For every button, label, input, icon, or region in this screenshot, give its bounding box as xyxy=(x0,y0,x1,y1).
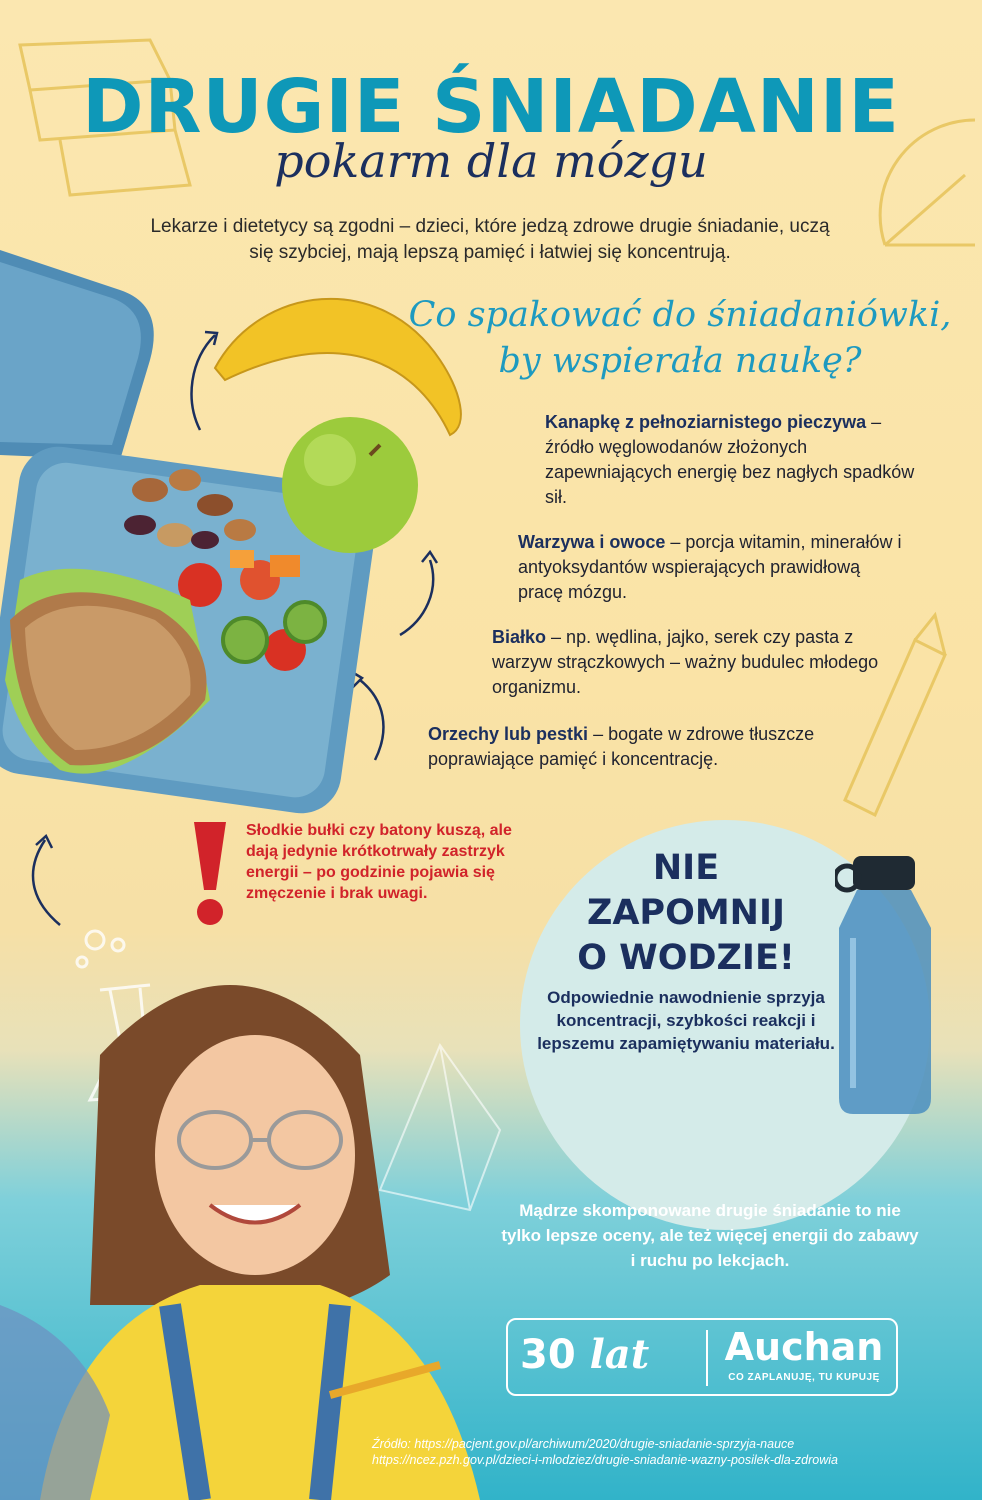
anniversary-number: 30 xyxy=(520,1332,576,1378)
tip-text: – np. wędlina, jajko, serek czy pasta z warzyw strączkowych – ważny budulec młodego organizmu. xyxy=(492,627,879,697)
source-line-2: https://ncez.pzh.gov.pl/dzieci-i-mlodziez/drugie-sniadanie-wazny-posilek-dla-zdrowia xyxy=(372,1453,838,1467)
brand-tagline: CO ZAPLANUJĘ, TU KUPUJĘ xyxy=(728,1372,880,1383)
tip-sandwich xyxy=(545,410,930,510)
tip-title: Białko xyxy=(492,627,547,647)
water-title-line-1: NIE xyxy=(652,848,720,888)
apple xyxy=(282,417,418,553)
logo-divider xyxy=(706,1330,708,1386)
water-title xyxy=(536,846,836,981)
page-subtitle: pokarm dla mózgu xyxy=(274,134,708,188)
tip-protein xyxy=(492,625,902,700)
section-question xyxy=(400,292,960,384)
source-line-1: Źródło: https://pacjent.gov.pl/archiwum/2020/drugie-sniadanie-sprzyja-nauce xyxy=(372,1437,795,1451)
page-title: DRUGIE ŚNIADANIE xyxy=(82,64,900,150)
tip-vegetables xyxy=(518,530,908,605)
sweets-warning: Słodkie bułki czy batony kuszą, ale dają jedynie krótkotrwały zastrzyk energii – po godzinie pojawia się zmęczenie i brak uwagi. xyxy=(246,822,512,902)
tip-title: Warzywa i owoce xyxy=(518,532,666,552)
question-line-1: Co spakować do śniadaniówki, xyxy=(408,295,952,335)
girl-photo xyxy=(0,945,520,1500)
question-line-2: by wspierała naukę? xyxy=(498,341,862,381)
water-title-line-2: ZAPOMNIJ xyxy=(586,893,786,933)
tip-text: – źródło węglowodanów złożonych zapewniających energię bez nagłych spadków sił. xyxy=(545,412,915,507)
tip-text: – porcja witamin, minerałów i antyoksydantów wspierających prawidłową pracę mózgu. xyxy=(518,532,902,602)
intro-text: Lekarze i dietetycy są zgodni – dzieci, które jedzą zdrowe drugie śniadanie, uczą się szybciej, mają lepszą pamięć i łatwiej się koncentrują. xyxy=(150,216,830,263)
foreground-arm xyxy=(0,1305,110,1500)
anniversary-logo xyxy=(520,1324,700,1386)
auchan-logo: Auchan xyxy=(724,1325,884,1369)
warning-exclamation-icon xyxy=(190,818,230,928)
closing-message: Mądrze skomponowane drugie śniadanie to nie tylko lepsze oceny, ale też więcej energii do zabawy i ruchu po lekcjach. xyxy=(501,1201,919,1270)
water-bottle-illustration xyxy=(835,848,945,1118)
tip-text: – bogate w zdrowe tłuszcze poprawiające pamięć i koncentrację. xyxy=(428,724,815,769)
tip-title: Orzechy lub pestki xyxy=(428,724,589,744)
anniversary-word: lat xyxy=(589,1331,650,1378)
tip-nuts xyxy=(428,722,878,772)
water-text: Odpowiednie nawodnienie sprzyja koncentracji, szybkości reakcji i lepszemu zapamiętywaniu materiału. xyxy=(537,988,835,1053)
lunchbox-lid xyxy=(0,250,154,460)
water-title-line-3: O WODZIE! xyxy=(577,938,795,978)
tip-title: Kanapkę z pełnoziarnistego pieczywa xyxy=(545,412,867,432)
sources xyxy=(372,1436,972,1468)
